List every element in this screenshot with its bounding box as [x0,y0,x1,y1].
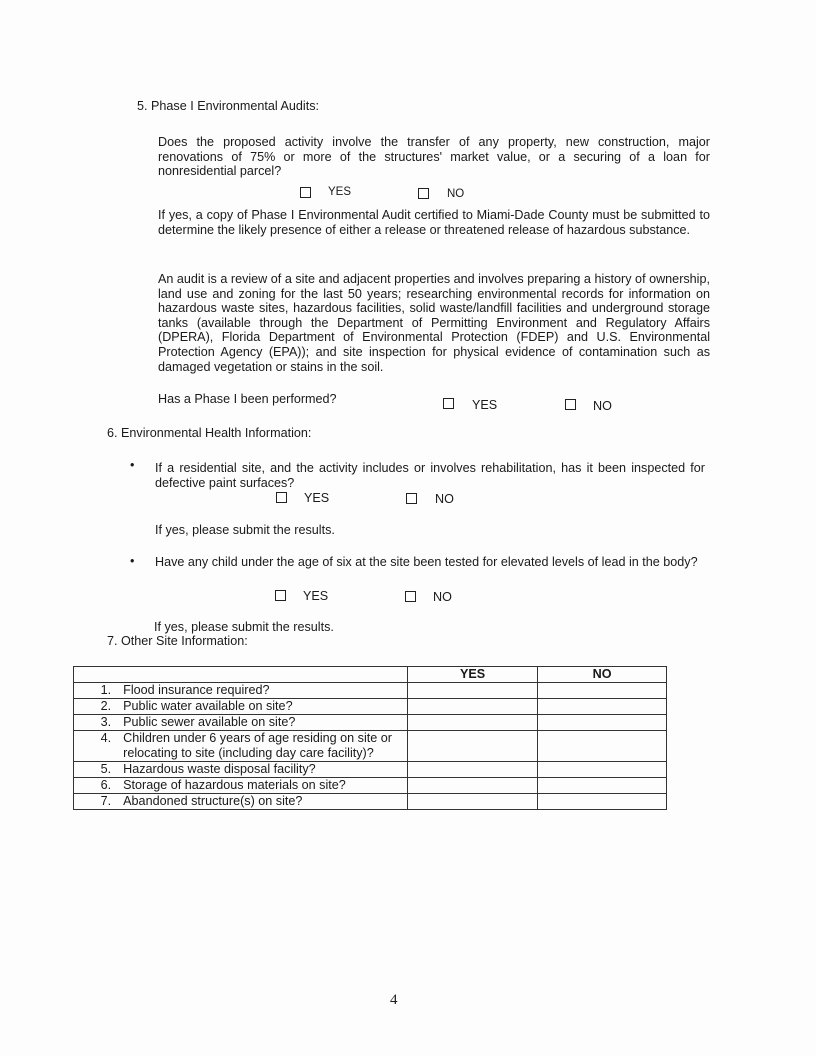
yes-answer-cell[interactable] [408,731,538,762]
no-label: NO [447,188,465,200]
site-information-table [73,666,667,810]
row-number: 2. [74,699,120,715]
row-question: Hazardous waste disposal facility? [119,762,407,778]
page-number: 4 [390,992,398,1008]
yes-label: YES [328,186,352,198]
table-row [74,715,667,731]
row-number: 4. [74,731,120,762]
submit-results-note: If yes, please submit the results. [155,523,335,537]
row-number: 1. [74,683,120,699]
table-row [74,683,667,699]
no-answer-cell[interactable] [538,778,667,794]
no-answer-cell[interactable] [538,794,667,810]
yes-label: YES [472,398,498,412]
no-column-header: NO [538,667,667,683]
row-question: Public sewer available on site? [119,715,407,731]
no-answer-cell[interactable] [538,683,667,699]
row-question: Public water available on site? [119,699,407,715]
row-number: 6. [74,778,120,794]
no-answer-cell[interactable] [538,715,667,731]
if-yes-audit-text: If yes, a copy of Phase I Environmental Audit certified to Miami-Dade County must be submitted to determine the likely presence of either a release or threatened release of hazardous substance. [158,208,710,237]
section-7-title: 7. Other Site Information: [107,634,248,648]
no-checkbox-lead[interactable] [405,591,416,602]
table-row [74,762,667,778]
submit-results-note: If yes, please submit the results. [154,620,334,634]
yes-answer-cell[interactable] [408,683,538,699]
yes-column-header: YES [408,667,538,683]
phase-one-performed-question: Has a Phase I been performed? [158,392,337,406]
bullet-icon: • [130,554,135,568]
paint-inspection-question: If a residential site, and the activity includes or involves rehabilitation, has it been inspected for defective paint surfaces? [155,461,705,490]
blank-header [74,667,408,683]
row-number: 5. [74,762,120,778]
no-answer-cell[interactable] [538,762,667,778]
row-question: Abandoned structure(s) on site? [119,794,407,810]
audit-description: An audit is a review of a site and adjacent properties and involves preparing a history of ownership, land use and zoning for the last 50 years; researching environmental records for information on hazardous waste sites, hazardous facilities, solid waste/landfill facilities and underground storage tanks (available through the Department of Permitting Environment and Regulatory Affairs (DPERA), Florida Department of Environmental Protection (FDEP) and U.S. Environmental Protection Agency (EPA)); and site inspection for physical evidence of contamination such as damaged vegetation or stains in the soil. [158,272,710,374]
no-checkbox-paint[interactable] [406,493,417,504]
yes-checkbox-transfer[interactable] [300,187,311,198]
yes-answer-cell[interactable] [408,699,538,715]
no-checkbox-transfer[interactable] [418,188,429,199]
table-row [74,778,667,794]
row-number: 7. [74,794,120,810]
yes-answer-cell[interactable] [408,762,538,778]
no-label: NO [435,492,454,506]
yes-checkbox-lead[interactable] [275,590,286,601]
yes-label: YES [303,589,329,603]
table-row [74,794,667,810]
yes-answer-cell[interactable] [408,778,538,794]
row-question: Flood insurance required? [119,683,407,699]
row-question: Children under 6 years of age residing on site or relocating to site (including day care facility)? [119,731,407,762]
no-answer-cell[interactable] [538,699,667,715]
yes-answer-cell[interactable] [408,715,538,731]
lead-test-question: Have any child under the age of six at the site been tested for elevated levels of lead in the body? [155,555,698,569]
no-answer-cell[interactable] [538,731,667,762]
yes-label: YES [304,491,330,505]
section-6-title: 6. Environmental Health Information: [107,426,312,440]
row-number: 3. [74,715,120,731]
no-label: NO [433,590,452,604]
row-question: Storage of hazardous materials on site? [119,778,407,794]
yes-checkbox-paint[interactable] [276,492,287,503]
no-label: NO [593,399,612,413]
yes-answer-cell[interactable] [408,794,538,810]
table-row [74,731,667,762]
table-header-row [74,667,667,683]
section-5-title: 5. Phase I Environmental Audits: [137,99,320,113]
bullet-icon: • [130,458,135,472]
section-5-question: Does the proposed activity involve the transfer of any property, new construction, major renovations of 75% or more of the structures' market value, or a securing of a loan for nonresidential parcel? [158,135,710,179]
table-row [74,699,667,715]
yes-checkbox-performed[interactable] [443,398,454,409]
no-checkbox-performed[interactable] [565,399,576,410]
